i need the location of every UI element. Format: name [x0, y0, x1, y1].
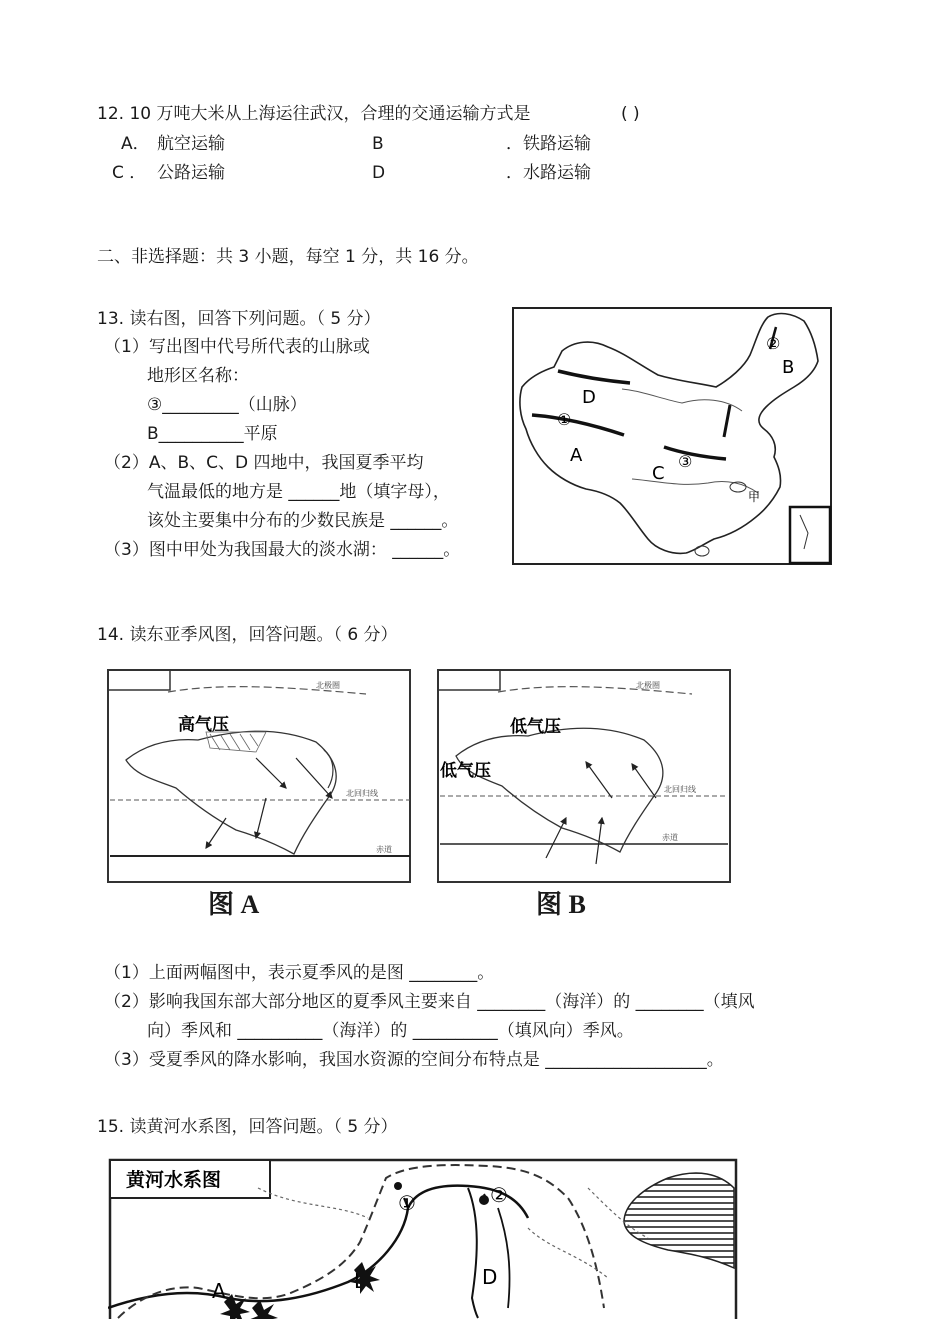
- q12-option-a-text: 航空运输: [157, 134, 225, 154]
- q13-line-6: 气温最低的地方是 ______地（填字母），: [147, 482, 450, 502]
- map-b-low-pressure-1: 低气压: [510, 717, 561, 737]
- map-b-equator-label: 赤道: [662, 833, 678, 842]
- yellow-river-map-title: 黄河水系图: [126, 1169, 222, 1191]
- china-map: [512, 307, 832, 565]
- map-label-c: C: [652, 463, 665, 484]
- q13-line-7: 该处主要集中分布的少数民族是 ______。: [147, 511, 459, 531]
- map-a-equator-label: 赤道: [376, 845, 392, 854]
- map-b-low-pressure-2: 低气压: [440, 761, 491, 781]
- map-label-circled3: ③: [678, 452, 693, 471]
- q12-stem: 12. 10 万吨大米从上海运往武汉，合理的交通运输方式是: [97, 104, 531, 124]
- q12-option-d-text: ．水路运输: [506, 163, 591, 183]
- q12-option-c-text: 公路运输: [157, 163, 225, 183]
- q12-option-a-letter: A．: [121, 134, 150, 154]
- q14-question-2-cont: 向）季风和 __________（海洋）的 __________（填风向）季风。: [147, 1021, 634, 1041]
- q13-line-2: 地形区名称：: [147, 366, 249, 386]
- yellow-river-label-circled1: ①: [398, 1191, 416, 1215]
- map-a-caption: 图 A: [208, 890, 260, 919]
- q13-line-1: （1）写出图中代号所代表的山脉或: [104, 337, 370, 357]
- q12-option-b-letter: B: [372, 134, 384, 154]
- map-a-tropic-label: 北回归线: [346, 789, 378, 798]
- q14-question-2: （2）影响我国东部大部分地区的夏季风主要来自 ________（海洋）的 ________（填风: [104, 992, 755, 1012]
- map-b-top-label: 北极圈: [636, 681, 660, 690]
- q14-stem: 14. 读东亚季风图，回答问题。（ 6 分）: [97, 625, 398, 645]
- q14-question-3: （3）受夏季风的降水影响，我国水资源的空间分布特点是 ___________________。: [104, 1050, 724, 1070]
- map-label-d: D: [582, 387, 596, 408]
- map-a-top-label: 北极圈: [316, 681, 340, 690]
- q13-line-5: （2）A、B、C、D 四地中，我国夏季平均: [104, 453, 424, 473]
- monsoon-map-b: [436, 668, 732, 884]
- map-label-circled2: ②: [766, 334, 781, 353]
- map-label-b: B: [782, 357, 795, 378]
- yellow-river-label-a: A: [212, 1279, 226, 1303]
- yellow-river-label-circled2: ②: [490, 1183, 508, 1207]
- q12-option-c-letter: C ．: [112, 163, 147, 183]
- yellow-river-map: [108, 1158, 738, 1319]
- monsoon-map-a: [106, 668, 412, 884]
- yellow-river-label-d: D: [482, 1265, 498, 1289]
- q12-option-b-text: ．铁路运输: [506, 134, 591, 154]
- q13-line-8: （3）图中甲处为我国最大的淡水湖： ______。: [104, 540, 461, 560]
- q12-option-d-letter: D: [372, 163, 386, 183]
- map-label-circled1: ①: [557, 410, 572, 429]
- q14-question-1: （1）上面两幅图中，表示夏季风的是图 ________。: [104, 963, 495, 983]
- q12-answer-paren: ( ): [621, 104, 640, 124]
- q13-line-3: ③_________（山脉）: [147, 395, 307, 415]
- map-label-a: A: [570, 445, 583, 466]
- map-b-tropic-label: 北回归线: [664, 785, 696, 794]
- q13-stem: 13. 读右图，回答下列问题。（ 5 分）: [97, 309, 381, 329]
- map-label-jia: 甲: [748, 490, 761, 504]
- map-a-high-pressure: 高气压: [178, 715, 229, 735]
- map-b-caption: 图 B: [536, 890, 586, 919]
- q13-line-4: B__________平原: [147, 424, 278, 444]
- section-heading: 二、非选择题：共 3 小题，每空 1 分，共 16 分。: [97, 247, 479, 267]
- q15-stem: 15. 读黄河水系图，回答问题。（ 5 分）: [97, 1117, 398, 1137]
